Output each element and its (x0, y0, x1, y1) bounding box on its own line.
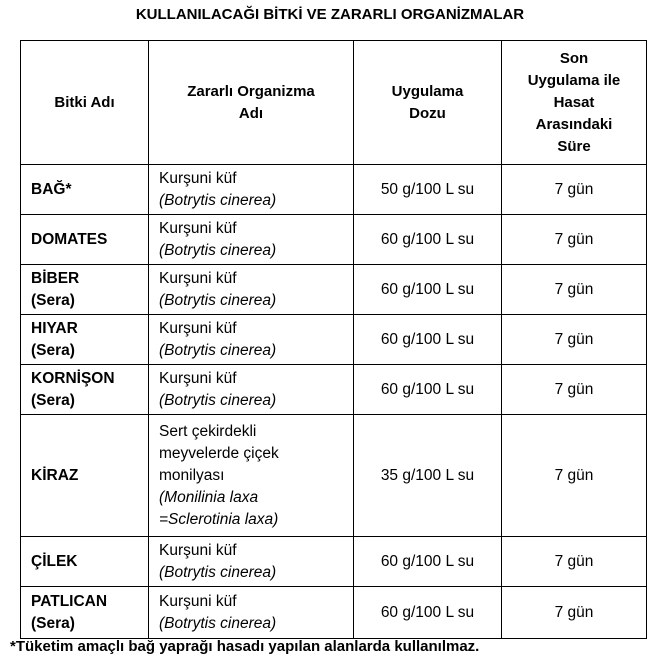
plant-name: DOMATES (31, 230, 108, 248)
header-pre-harvest-interval: Son Uygulama ile Hasat Arasındaki Süre (502, 41, 647, 165)
pre-harvest-interval-cell: 7 gün (502, 165, 647, 215)
table-row (21, 537, 647, 587)
plant-name-cell (21, 415, 149, 537)
pre-harvest-interval-cell: 7 gün (502, 365, 647, 415)
table-row (21, 415, 647, 537)
table-row (21, 265, 647, 315)
table-row (21, 215, 647, 265)
plant-name: KİRAZ (31, 466, 79, 484)
footnote: *Tüketim amaçlı bağ yaprağı hasadı yapılan alanlarda kullanılmaz. (10, 638, 480, 655)
document-title: KULLANILACAĞI BİTKİ VE ZARARLI ORGANİZMALAR (135, 6, 525, 23)
plant-name: BİBER (31, 269, 80, 287)
pre-harvest-interval-cell: 7 gün (502, 215, 647, 265)
header-application-dose: Uygulama Dozu (354, 41, 502, 165)
organism-common-name: Kurşuni küf (159, 369, 237, 387)
application-dose-cell: 60 g/100 L su (354, 587, 502, 639)
organism-scientific-name: =Sclerotinia laxa) (159, 510, 279, 528)
organism-scientific-name: (Botrytis cinerea) (159, 341, 277, 359)
organism-common-name: Kurşuni küf (159, 592, 237, 610)
plant-name: KORNİŞON (31, 369, 115, 387)
pre-harvest-interval-cell: 7 gün (502, 265, 647, 315)
application-dose-cell: 50 g/100 L su (354, 165, 502, 215)
plant-name: HIYAR (31, 319, 78, 337)
organism-cell (149, 315, 354, 365)
organism-scientific-name: (Botrytis cinerea) (159, 191, 277, 209)
organism-cell (149, 265, 354, 315)
organism-cell (149, 365, 354, 415)
plant-name-cell (21, 215, 149, 265)
plant-qualifier: (Sera) (31, 291, 75, 309)
table-row (21, 315, 647, 365)
plant-qualifier: (Sera) (31, 614, 75, 632)
application-dose-cell: 60 g/100 L su (354, 215, 502, 265)
organism-common-name: Kurşuni küf (159, 219, 237, 237)
application-dose-cell: 60 g/100 L su (354, 315, 502, 365)
plant-name: ÇİLEK (31, 552, 78, 570)
table-row (21, 165, 647, 215)
organism-scientific-name: (Botrytis cinerea) (159, 241, 277, 259)
pre-harvest-interval-cell: 7 gün (502, 537, 647, 587)
table-header-row (21, 41, 647, 165)
organism-scientific-name: (Monilinia laxa (159, 488, 259, 506)
application-dose-cell: 60 g/100 L su (354, 365, 502, 415)
plant-name: BAĞ* (31, 180, 72, 198)
application-dose-cell: 60 g/100 L su (354, 265, 502, 315)
plant-name-cell (21, 165, 149, 215)
application-dose-cell: 60 g/100 L su (354, 537, 502, 587)
organism-cell (149, 415, 354, 537)
organism-common-name: Kurşuni küf (159, 169, 237, 187)
organism-cell (149, 537, 354, 587)
table-body (21, 165, 647, 639)
header-plant-name: Bitki Adı (21, 41, 149, 165)
organism-cell (149, 215, 354, 265)
header-organism-name: Zararlı Organizma Adı (149, 41, 354, 165)
plant-name-cell (21, 265, 149, 315)
organism-cell (149, 165, 354, 215)
plant-name-cell (21, 365, 149, 415)
plant-name-cell (21, 537, 149, 587)
pre-harvest-interval-cell: 7 gün (502, 587, 647, 639)
table-row (21, 365, 647, 415)
crop-pest-table (20, 40, 647, 639)
table-row (21, 587, 647, 639)
organism-common-name: meyvelerde çiçek (159, 444, 279, 462)
organism-scientific-name: (Botrytis cinerea) (159, 563, 277, 581)
organism-scientific-name: (Botrytis cinerea) (159, 391, 277, 409)
organism-scientific-name: (Botrytis cinerea) (159, 614, 277, 632)
organism-scientific-name: (Botrytis cinerea) (159, 291, 277, 309)
plant-name-cell (21, 587, 149, 639)
organism-cell (149, 587, 354, 639)
organism-common-name: Kurşuni küf (159, 541, 237, 559)
plant-name: PATLICAN (31, 592, 108, 610)
plant-qualifier: (Sera) (31, 391, 75, 409)
application-dose-cell: 35 g/100 L su (354, 415, 502, 537)
organism-common-name: monilyası (159, 466, 225, 484)
pre-harvest-interval-cell: 7 gün (502, 315, 647, 365)
organism-common-name: Kurşuni küf (159, 269, 237, 287)
pre-harvest-interval-cell: 7 gün (502, 415, 647, 537)
organism-common-name: Sert çekirdekli (159, 422, 257, 440)
plant-name-cell (21, 315, 149, 365)
plant-qualifier: (Sera) (31, 341, 75, 359)
organism-common-name: Kurşuni küf (159, 319, 237, 337)
